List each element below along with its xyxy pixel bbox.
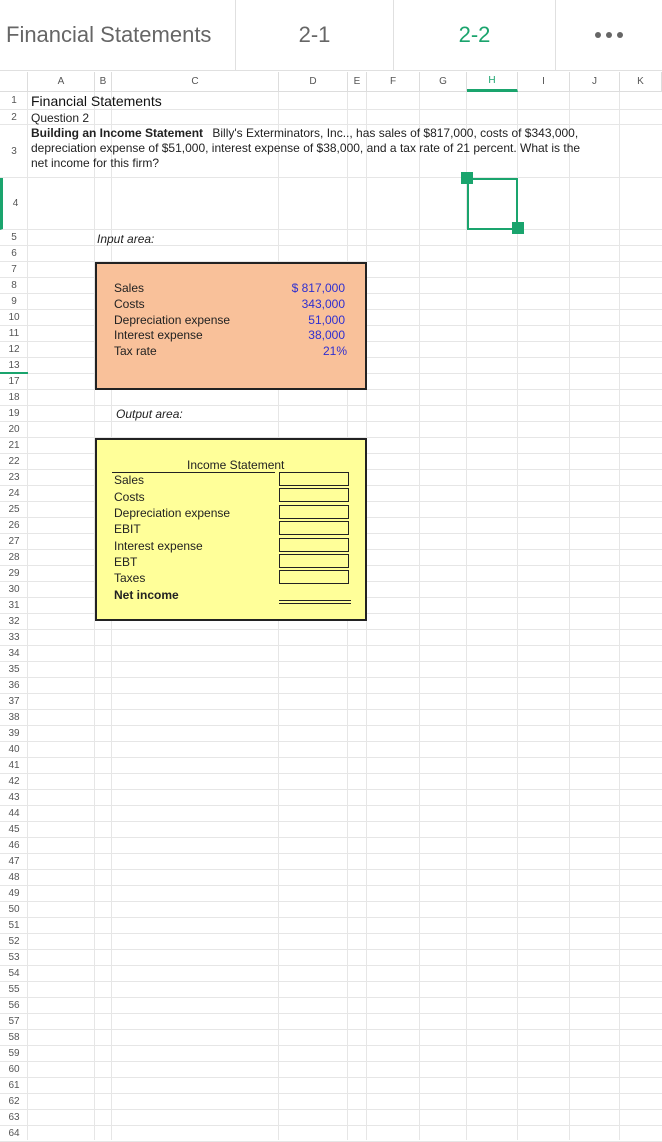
row-header-39[interactable]: 39 [0, 726, 28, 742]
sheet-title[interactable]: Financial Statements [31, 93, 162, 109]
row-header-43[interactable]: 43 [0, 790, 28, 806]
row-header-9[interactable]: 9 [0, 294, 28, 310]
row-gridline [28, 981, 662, 982]
row-gridline [28, 757, 662, 758]
row-gridline [28, 1125, 662, 1126]
row-gridline [28, 821, 662, 822]
row-header-32[interactable]: 32 [0, 614, 28, 630]
output-cell-costs[interactable] [279, 488, 349, 502]
row-gridline [28, 1029, 662, 1030]
row-gridline [28, 869, 662, 870]
row-header-59[interactable]: 59 [0, 1046, 28, 1062]
row-gridline [28, 917, 662, 918]
row-header-40[interactable]: 40 [0, 742, 28, 758]
row-header-56[interactable]: 56 [0, 998, 28, 1014]
row-header-33[interactable]: 33 [0, 630, 28, 646]
selection-handle-bottom[interactable] [512, 222, 524, 234]
output-cell-depreciation[interactable] [279, 505, 349, 519]
output-label-costs[interactable]: Costs [114, 490, 145, 504]
output-cell-net-income[interactable] [279, 600, 351, 604]
question-label[interactable]: Question 2 [31, 111, 90, 125]
column-header-c[interactable]: C [112, 72, 279, 92]
row-gridline [28, 853, 662, 854]
column-header-g[interactable]: G [420, 72, 467, 92]
row-header-48[interactable]: 48 [0, 870, 28, 886]
row-gridline [28, 773, 662, 774]
row-header-62[interactable]: 62 [0, 1094, 28, 1110]
problem-line-2: depreciation expense of $51,000, interest expense of $38,000, and a tax rate of 21 percent. What is the [31, 141, 581, 155]
cell-selection[interactable] [467, 178, 518, 230]
row-header-24[interactable]: 24 [0, 486, 28, 502]
row-header-53[interactable]: 53 [0, 950, 28, 966]
row-gridline [28, 933, 662, 934]
row-header-28[interactable]: 28 [0, 550, 28, 566]
row-gridline [28, 177, 662, 178]
input-value-depreciation[interactable]: 51,000 [308, 313, 345, 327]
output-cell-taxes[interactable] [279, 570, 349, 584]
column-header-b[interactable]: B [95, 72, 112, 92]
row-gridline [28, 965, 662, 966]
problem-heading: Building an Income Statement [31, 126, 204, 140]
row-gridline [28, 421, 662, 422]
row-header-49[interactable]: 49 [0, 886, 28, 902]
row-gridline [28, 229, 662, 230]
row-header-44[interactable]: 44 [0, 806, 28, 822]
row-header-27[interactable]: 27 [0, 534, 28, 550]
row-header-21[interactable]: 21 [0, 438, 28, 454]
output-label-interest[interactable]: Interest expense [114, 539, 203, 553]
column-header-a[interactable]: A [28, 72, 95, 92]
row-header-22[interactable]: 22 [0, 454, 28, 470]
row-header-35[interactable]: 35 [0, 662, 28, 678]
output-label-ebit[interactable]: EBIT [114, 522, 141, 536]
row-header-26[interactable]: 26 [0, 518, 28, 534]
row-header-13[interactable]: 13 [0, 358, 28, 374]
problem-line-1[interactable] [31, 126, 578, 140]
row-header-10[interactable]: 10 [0, 310, 28, 326]
row-gridline [28, 1061, 662, 1062]
output-label-net-income[interactable]: Net income [114, 588, 179, 602]
row-header-12[interactable]: 12 [0, 342, 28, 358]
selection-handle-top[interactable] [461, 172, 473, 184]
tab-2-2[interactable]: 2-2 [394, 0, 556, 70]
row-header-29[interactable]: 29 [0, 566, 28, 582]
row-header-34[interactable]: 34 [0, 646, 28, 662]
row-header-25[interactable]: 25 [0, 502, 28, 518]
row-header-55[interactable]: 55 [0, 982, 28, 998]
output-label-sales[interactable]: Sales [114, 473, 145, 487]
row-header-37[interactable]: 37 [0, 694, 28, 710]
row-header-30[interactable]: 30 [0, 582, 28, 598]
input-area-label[interactable]: Input area: [97, 232, 155, 246]
row-header-45[interactable]: 45 [0, 822, 28, 838]
row-gridline [28, 901, 662, 902]
row-gridline [28, 1045, 662, 1046]
row-header-51[interactable]: 51 [0, 918, 28, 934]
row-header-58[interactable]: 58 [0, 1030, 28, 1046]
output-label-taxes[interactable]: Taxes [114, 571, 146, 585]
row-gridline [28, 997, 662, 998]
input-value-sales[interactable]: $ 817,000 [291, 281, 345, 295]
tab-2-1[interactable]: 2-1 [236, 0, 394, 70]
row-header-52[interactable]: 52 [0, 934, 28, 950]
row-gridline [28, 949, 662, 950]
column-gridline [419, 92, 420, 1140]
row-gridline [28, 725, 662, 726]
more-horizontal-icon[interactable] [556, 0, 662, 70]
input-label-tax-rate[interactable]: Tax rate [114, 344, 157, 358]
row-header-11[interactable]: 11 [0, 326, 28, 342]
row-header-38[interactable]: 38 [0, 710, 28, 726]
input-area [95, 262, 367, 390]
row-header-20[interactable]: 20 [0, 422, 28, 438]
problem-text-1: Billy's Exterminators, Inc.., has sales of $817,000, costs of $343,000, [212, 126, 579, 140]
row-header-46[interactable]: 46 [0, 838, 28, 854]
row-gridline [28, 709, 662, 710]
output-label-ebt[interactable]: EBT [114, 555, 138, 569]
column-gridline [569, 92, 570, 1140]
row-gridline [28, 677, 662, 678]
row-header-6[interactable]: 6 [0, 246, 28, 262]
row-header-63[interactable]: 63 [0, 1110, 28, 1126]
row-gridline [28, 693, 662, 694]
row-header-5[interactable]: 5 [0, 230, 28, 246]
row-gridline [28, 109, 662, 110]
row-gridline [28, 1109, 662, 1110]
column-header-h[interactable]: H [467, 72, 518, 92]
column-header-i[interactable]: I [518, 72, 570, 92]
tab-financial-statements[interactable]: Financial Statements [0, 0, 236, 70]
select-all-corner[interactable] [0, 72, 28, 92]
row-gridline [28, 1093, 662, 1094]
row-header-61[interactable]: 61 [0, 1078, 28, 1094]
row-gridline [28, 1013, 662, 1014]
row-gridline [28, 885, 662, 886]
row-gridline [28, 405, 662, 406]
row-header-31[interactable]: 31 [0, 598, 28, 614]
output-cell-ebit[interactable] [279, 521, 349, 535]
output-area-label[interactable]: Output area: [116, 407, 183, 421]
column-header-k[interactable]: K [620, 72, 662, 92]
row-header-7[interactable]: 7 [0, 262, 28, 278]
column-gridline [619, 92, 620, 1140]
row-header-54[interactable]: 54 [0, 966, 28, 982]
column-gridline [466, 92, 467, 1140]
input-value-tax-rate[interactable]: 21% [322, 344, 347, 358]
output-cell-interest[interactable] [279, 538, 349, 552]
row-gridline [28, 837, 662, 838]
output-label-depreciation[interactable]: Depreciation expense [114, 506, 231, 520]
row-header-57[interactable]: 57 [0, 1014, 28, 1030]
row-header-41[interactable]: 41 [0, 758, 28, 774]
input-value-costs[interactable]: 343,000 [301, 297, 345, 311]
column-header-j[interactable]: J [570, 72, 620, 92]
row-header-3[interactable]: 3 [0, 125, 28, 178]
row-header-1[interactable]: 1 [0, 92, 28, 110]
row-gridline [28, 789, 662, 790]
column-header-f[interactable]: F [367, 72, 420, 92]
column-gridline [517, 92, 518, 1140]
input-label-depreciation[interactable]: Depreciation expense [114, 313, 231, 327]
row-header-19[interactable]: 19 [0, 406, 28, 422]
column-header-d[interactable]: D [279, 72, 348, 92]
row-gridline [28, 645, 662, 646]
row-gridline [28, 741, 662, 742]
column-header-e[interactable]: E [348, 72, 367, 92]
row-header-17[interactable]: 17 [0, 374, 28, 390]
row-header-8[interactable]: 8 [0, 278, 28, 294]
row-gridline [28, 629, 662, 630]
row-header-50[interactable]: 50 [0, 902, 28, 918]
row-header-64[interactable]: 64 [0, 1126, 28, 1142]
row-header-42[interactable]: 42 [0, 774, 28, 790]
row-header-60[interactable]: 60 [0, 1062, 28, 1078]
row-header-47[interactable]: 47 [0, 854, 28, 870]
row-header-2[interactable]: 2 [0, 110, 28, 125]
problem-line-3: net income for this firm? [31, 156, 160, 170]
row-header-18[interactable]: 18 [0, 390, 28, 406]
input-label-interest[interactable]: Interest expense [114, 328, 203, 342]
row-header-36[interactable]: 36 [0, 678, 28, 694]
input-label-costs[interactable]: Costs [114, 297, 145, 311]
output-cell-sales[interactable] [279, 472, 349, 486]
row-gridline [28, 805, 662, 806]
row-gridline [28, 661, 662, 662]
output-cell-ebt[interactable] [279, 554, 349, 568]
row-gridline [28, 1077, 662, 1078]
row-header-4[interactable]: 4 [0, 178, 28, 230]
sheet-tab-bar [0, 0, 662, 71]
row-gridline [28, 124, 662, 125]
input-value-interest[interactable]: 38,000 [308, 328, 345, 342]
row-header-23[interactable]: 23 [0, 470, 28, 486]
input-label-sales[interactable]: Sales [114, 281, 145, 295]
income-statement-heading[interactable]: Income Statement [187, 458, 285, 472]
